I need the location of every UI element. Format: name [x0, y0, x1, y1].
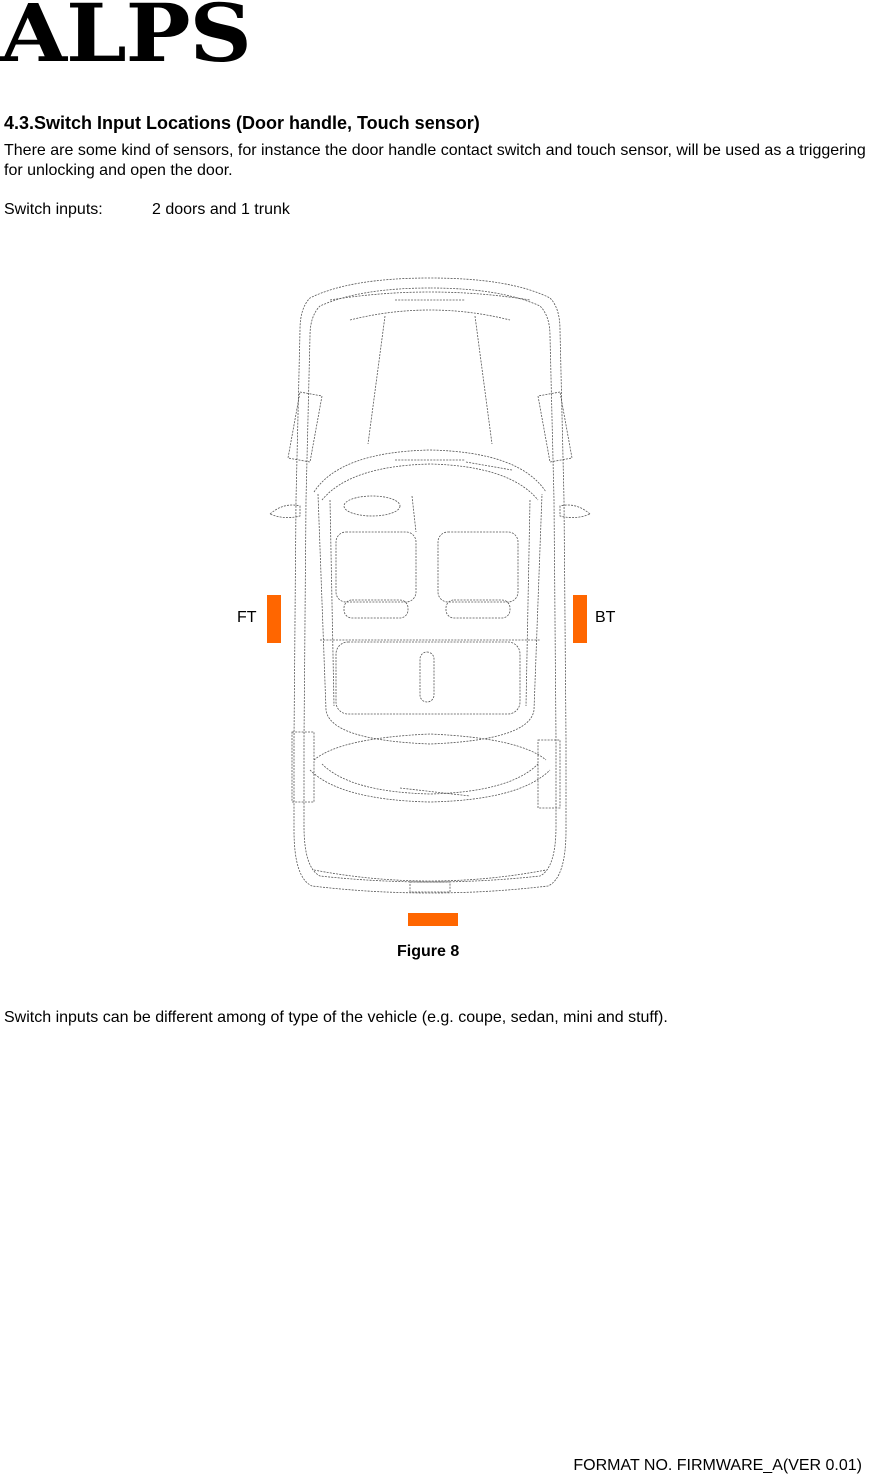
footer-format-no: FORMAT NO. FIRMWARE_A(VER 0.01) — [573, 1457, 862, 1474]
alps-logo: ALPS — [0, 0, 251, 80]
switch-inputs-row — [4, 201, 290, 219]
right-taillight — [538, 740, 560, 808]
sensor-left-door — [267, 595, 281, 643]
label-bt: BT — [595, 609, 616, 626]
section-heading: 4.3.Switch Input Locations (Door handle, Touch sensor) — [4, 113, 480, 133]
rearview-mirror — [344, 496, 400, 516]
left-headlight — [288, 392, 322, 462]
figure-caption: Figure 8 — [397, 943, 460, 960]
sensor-right-door — [573, 595, 587, 643]
left-taillight — [292, 732, 314, 802]
seat-front-left — [336, 532, 416, 602]
armrest — [420, 652, 434, 702]
section-paragraph: There are some kind of sensors, for instance the door handle contact switch and touch sensor, will be used as a triggering for unlocking and open the door. — [4, 142, 866, 179]
rear-seat — [336, 642, 520, 714]
vehicle-top-view-diagram — [230, 270, 640, 930]
seat-front-right — [438, 532, 518, 602]
right-headlight — [538, 392, 572, 462]
label-ft: FT — [237, 609, 257, 626]
switch-inputs-value: 2 doors and 1 trunk — [152, 201, 290, 218]
switch-inputs-label: Switch inputs: — [4, 201, 103, 218]
windshield-frame — [314, 450, 546, 492]
sensor-trunk — [408, 913, 458, 926]
car-body-outline — [294, 278, 566, 893]
right-mirror — [560, 505, 590, 518]
rear-window — [314, 734, 546, 760]
vehicle-type-note: Switch inputs can be different among of type of the vehicle (e.g. coupe, sedan, mini and stuff). — [4, 1009, 668, 1026]
